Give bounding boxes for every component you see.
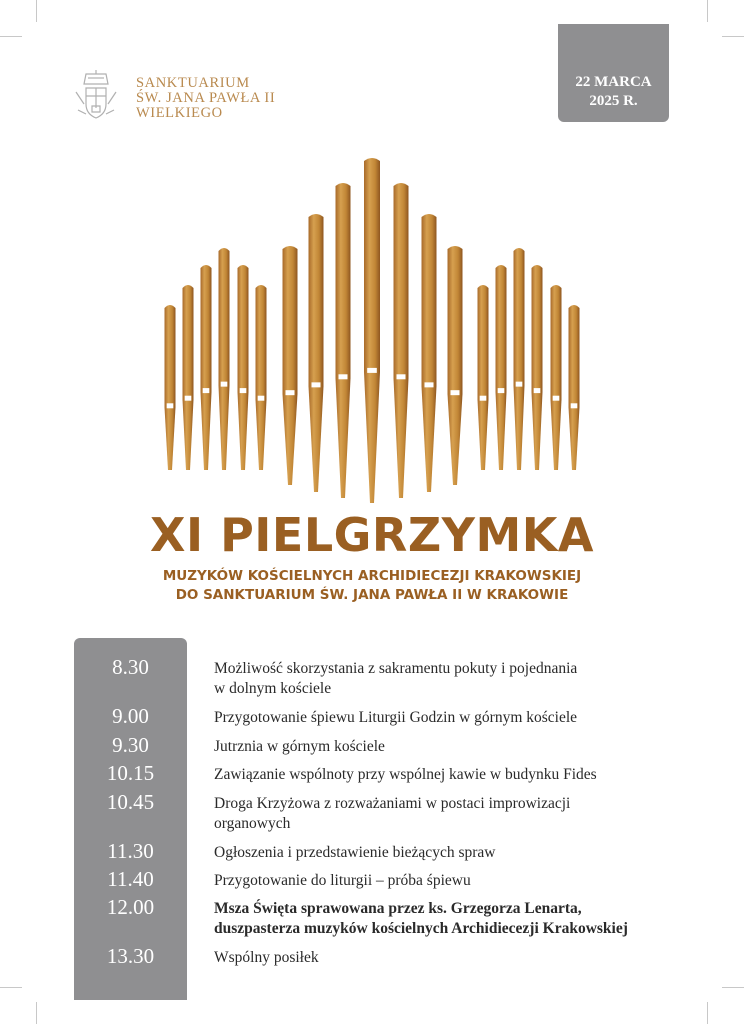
schedule-item	[214, 871, 684, 891]
organ-pipe-mouth	[451, 390, 460, 395]
organ-pipe-mouth	[534, 388, 541, 393]
subtitle-line: MUZYKÓW KOŚCIELNYCH ARCHIDIECEZJI KRAKOWSKIEJ	[162, 568, 582, 584]
crop-mark	[722, 987, 744, 988]
subtitle-line: DO SANKTUARIUM ŚW. JANA PAWŁA II W KRAKOWIE	[175, 587, 569, 603]
schedule-item	[214, 708, 684, 728]
schedule-item-line: organowych	[214, 815, 291, 832]
schedule-item-line: Msza Święta sprawowana przez ks. Grzegorza Lenarta,	[214, 900, 582, 917]
organ-pipe-mouth	[312, 382, 321, 387]
schedule-time: 9.00	[112, 704, 149, 728]
organ-pipe-mouth	[425, 382, 434, 387]
organ-pipe	[569, 305, 580, 470]
organ-pipe	[309, 214, 324, 492]
organ-pipe-mouth	[480, 396, 487, 401]
date-day-month: 22 MARCA	[575, 74, 652, 90]
organ-pipe	[514, 248, 525, 470]
organ-pipe-mouth	[516, 382, 523, 387]
organ-pipe	[532, 265, 543, 470]
organ-pipe-mouth	[339, 374, 348, 379]
date-year: 2025 R.	[589, 93, 638, 109]
organ-pipe	[496, 265, 507, 470]
schedule-item-line: Wspólny posiłek	[214, 949, 319, 966]
schedule-item	[214, 737, 684, 757]
organ-pipe-mouth	[397, 374, 406, 379]
organ-pipe	[219, 248, 230, 470]
organ-pipe	[336, 183, 351, 498]
organ-pipe-mouth	[258, 396, 265, 401]
crop-mark	[0, 987, 22, 988]
organ-pipe	[201, 265, 212, 470]
schedule-item-line: Zawiązanie wspólnoty przy wspólnej kawie w budynku Fides	[214, 766, 597, 783]
schedule-time: 12.00	[106, 895, 155, 919]
organ-pipe	[183, 285, 194, 470]
schedule-item-line: duszpasterza muzyków kościelnych Archidiecezji Krakowskiej	[214, 920, 628, 937]
organ-pipe-mouth	[185, 396, 192, 401]
schedule-item	[214, 899, 684, 939]
crop-mark	[707, 1002, 708, 1024]
organ-pipe	[283, 246, 298, 485]
schedule-item-line: Możliwość skorzystania z sakramentu pokuty i pojednania	[214, 660, 578, 677]
organ-pipe-mouth	[240, 388, 247, 393]
organ-pipe	[478, 285, 489, 470]
organ-pipe	[165, 305, 176, 470]
sanctuary-line: ŚW. JANA PAWŁA II	[136, 90, 276, 106]
schedule-time: 10.15	[106, 761, 155, 785]
sanctuary-line: WIELKIEGO	[136, 105, 223, 121]
organ-pipe-mouth	[167, 403, 174, 408]
organ-pipe-mouth	[203, 388, 210, 393]
schedule-item-line: w dolnym kościele	[214, 680, 332, 697]
schedule-item	[214, 948, 684, 968]
schedule-time: 8.30	[112, 655, 149, 679]
organ-pipe	[394, 183, 409, 498]
organ-pipe	[256, 285, 267, 470]
schedule-time: 10.45	[106, 790, 155, 814]
sanctuary-line: SANKTUARIUM	[136, 75, 250, 91]
organ-pipe	[448, 246, 463, 485]
organ-pipe	[551, 285, 562, 470]
organ-pipe-mouth	[286, 390, 295, 395]
schedule-item-line: Przygotowanie do liturgii – próba śpiewu	[214, 872, 471, 889]
organ-pipe	[422, 214, 437, 492]
organ-pipe-mouth	[498, 388, 505, 393]
organ-pipe	[364, 158, 380, 503]
schedule-time: 11.30	[107, 839, 154, 863]
schedule-item-line: Droga Krzyżowa z rozważaniami w postaci improwizacji	[214, 795, 571, 812]
crop-mark	[36, 1002, 37, 1024]
organ-pipe-mouth	[221, 382, 228, 387]
organ-pipe	[238, 265, 249, 470]
schedule-time: 11.40	[107, 867, 154, 891]
organ-pipe-mouth	[367, 368, 377, 373]
schedule-time: 13.30	[106, 944, 155, 968]
schedule-item	[214, 765, 684, 785]
organ-pipe-mouth	[571, 403, 578, 408]
schedule-item	[214, 794, 684, 834]
schedule-item-line: Przygotowanie śpiewu Liturgii Godzin w górnym kościele	[214, 709, 578, 726]
organ-pipe-mouth	[553, 396, 560, 401]
page-title: XI PIELGRZYMKA	[149, 508, 595, 562]
schedule-item	[214, 843, 684, 863]
schedule-item	[214, 659, 684, 699]
schedule-item-line: Ogłoszenia i przedstawienie bieżących spraw	[214, 844, 496, 861]
schedule-item-line: Jutrznia w górnym kościele	[214, 738, 385, 755]
schedule-time: 9.30	[112, 733, 149, 757]
